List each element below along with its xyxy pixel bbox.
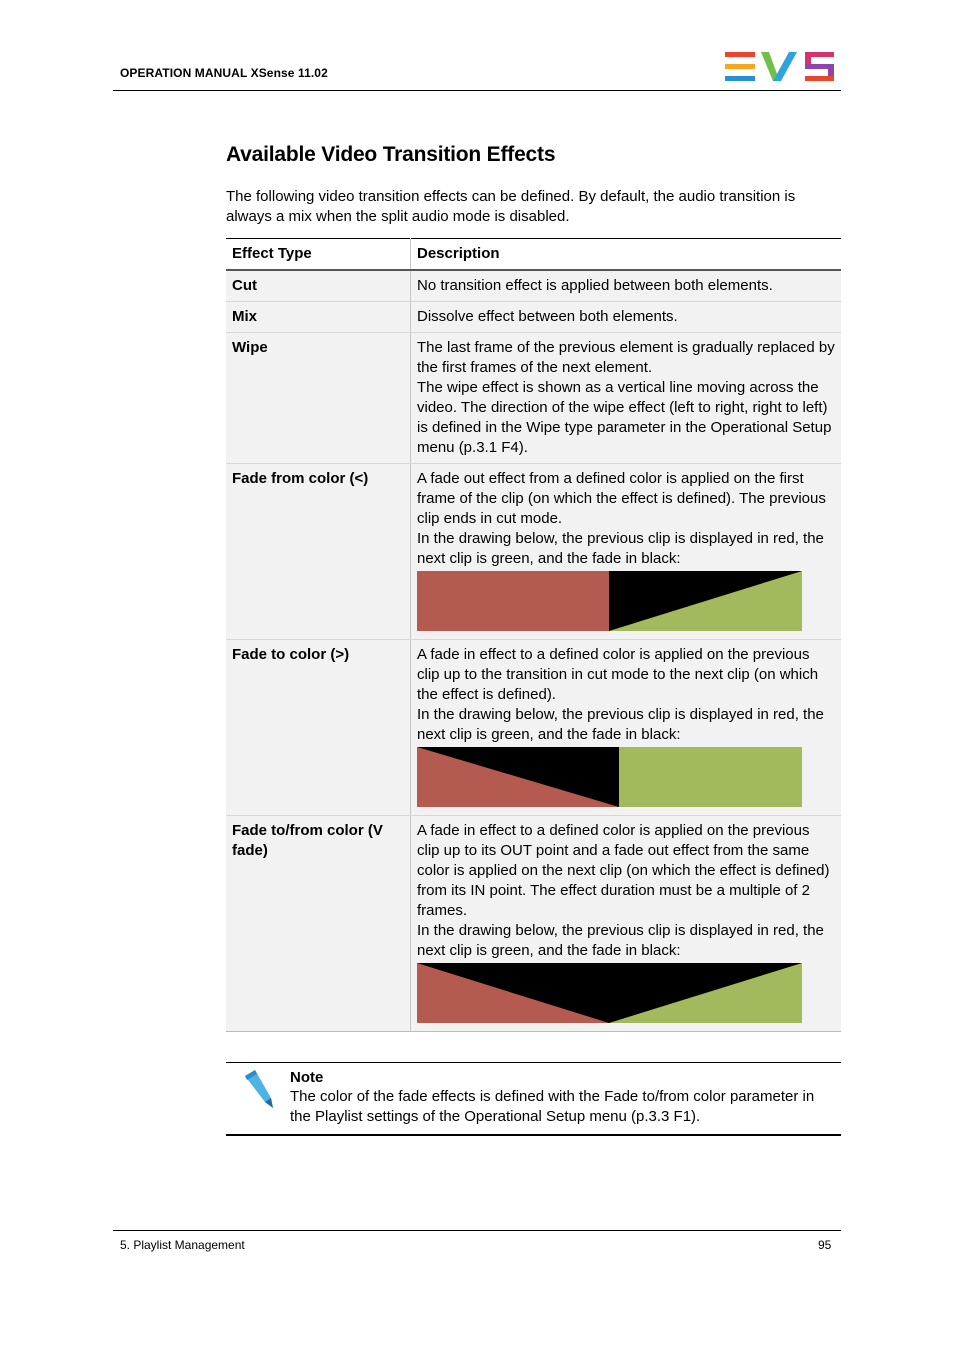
- description-text: A fade out effect from a defined color is applied on the first frame of the clip (on which the effect is defined). The previous clip ends in cut mode.: [417, 470, 826, 527]
- table-header-row: [226, 239, 841, 271]
- effect-type-cell: Fade to color (>): [226, 640, 411, 816]
- page-title: Available Video Transition Effects: [226, 143, 556, 166]
- page-number: 95: [818, 1238, 832, 1252]
- running-header: OPERATION MANUAL XSense 11.02: [120, 66, 328, 80]
- header-rule: [113, 90, 841, 91]
- description-text: Dissolve effect between both elements.: [417, 308, 678, 325]
- note-top-rule: [226, 1062, 841, 1063]
- table-row: [226, 302, 841, 333]
- description-text: A fade in effect to a defined color is applied on the previous clip up to the transition in cut mode to the next clip (on which the effect is defined).: [417, 646, 819, 703]
- effect-type-cell: Cut: [226, 270, 411, 302]
- table-row: [226, 816, 841, 1032]
- fade-to-color-diagram: [417, 747, 802, 807]
- fade-from-color-diagram: [417, 571, 802, 631]
- table-row: [226, 333, 841, 464]
- description-cell: [411, 302, 842, 333]
- description-text: A fade in effect to a defined color is applied on the previous clip up to its OUT point and a fade out effect from the same color is applied on the next clip (on which the effect is defined) from its IN point. The effect duration must be a multiple of 2 frames.: [417, 822, 830, 919]
- table-row: [226, 270, 841, 302]
- description-text: In the drawing below, the previous clip is displayed in red, the next clip is green, and the fade in black:: [417, 530, 824, 567]
- v-fade-diagram: [417, 963, 802, 1023]
- column-header-effect-type: Effect Type: [226, 239, 411, 271]
- description-text: No transition effect is applied between both elements.: [417, 277, 773, 294]
- description-text: In the drawing below, the previous clip is displayed in red, the next clip is green, and the fade in black:: [417, 922, 824, 959]
- description-cell: [411, 464, 842, 640]
- note-text: The color of the fade effects is defined with the Fade to/from color parameter in the Playlist settings of the Operational Setup menu (p.3.3 F1).: [290, 1088, 815, 1125]
- effect-type-cell: Mix: [226, 302, 411, 333]
- footer-section: 5. Playlist Management: [120, 1238, 245, 1252]
- description-text: In the drawing below, the previous clip is displayed in red, the next clip is green, and the fade in black:: [417, 706, 824, 743]
- description-text: The last frame of the previous element is gradually replaced by the first frames of the next element.: [417, 339, 835, 376]
- transition-effects-table: [226, 238, 841, 1032]
- note-title: Note: [290, 1069, 324, 1086]
- intro-paragraph: The following video transition effects can be defined. By default, the audio transition is always a mix when the split audio mode is disabled.: [226, 188, 796, 225]
- pencil-icon: [243, 1068, 275, 1110]
- description-cell: [411, 816, 842, 1032]
- column-header-description: Description: [411, 239, 842, 271]
- effect-type-cell: Wipe: [226, 333, 411, 464]
- effect-type-cell: Fade to/from color (V fade): [226, 816, 411, 1032]
- description-text: The wipe effect is shown as a vertical line moving across the video. The direction of the wipe effect (left to right, right to left) is defined in the Wipe type parameter in the Operational Setup menu (p.3.1 F4).: [417, 379, 832, 456]
- table-row: [226, 640, 841, 816]
- evs-logo: [725, 52, 835, 82]
- description-cell: [411, 640, 842, 816]
- note-bottom-rule: [226, 1134, 841, 1136]
- effect-type-cell: Fade from color (<): [226, 464, 411, 640]
- table-row: [226, 464, 841, 640]
- description-cell: [411, 333, 842, 464]
- description-cell: [411, 270, 842, 302]
- footer-rule: [113, 1230, 841, 1231]
